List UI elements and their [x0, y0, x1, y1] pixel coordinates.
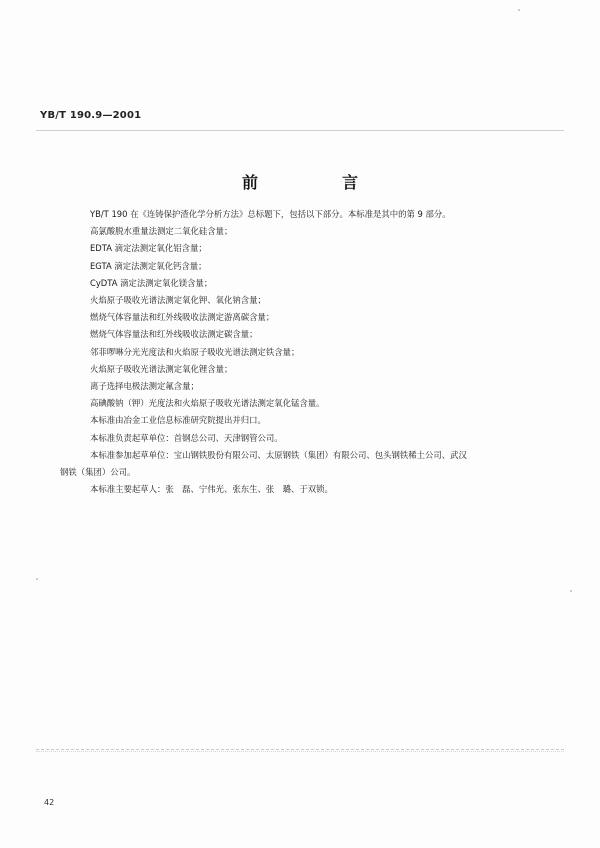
- main-drafters-paragraph: 本标准主要起草人：张 磊、宁伟光、张东生、张 璐、于双锁。: [90, 484, 333, 495]
- list-item: EGTA 滴定法测定氧化钙含量；: [90, 260, 207, 271]
- list-item: 燃烧气体容量法和红外线吸收法测定碳含量；: [90, 329, 258, 340]
- drafting-unit-paragraph: 本标准负责起草单位：首钢总公司、天津钢管公司。: [90, 432, 283, 443]
- standard-code: YB/T 190.9—2001: [40, 110, 142, 121]
- page-number: 42: [44, 798, 55, 807]
- list-item: 高氯酸脱水重量法测定二氧化硅含量；: [90, 226, 233, 237]
- scan-artifact-line: [36, 749, 564, 750]
- scan-artifact-line: [36, 751, 564, 752]
- scan-speck: [518, 9, 520, 11]
- list-item: CyDTA 滴定法测定氧化镁含量；: [90, 277, 213, 288]
- scan-speck: [570, 590, 572, 592]
- list-item: 离子选择电极法测定氟含量；: [90, 381, 199, 392]
- list-item: 高碘酸钠（钾）光度法和火焰原子吸收光谱法测定氧化锰含量。: [90, 398, 325, 409]
- participating-units-line-1: 本标准参加起草单位：宝山钢铁股份有限公司、太原钢铁（集团）有限公司、包头钢铁稀土公司、武汉: [90, 449, 467, 460]
- participating-units-line-2: 钢铁（集团）公司。: [60, 467, 136, 478]
- page-title: 前 言: [241, 173, 392, 192]
- list-item: EDTA 滴定法测定氧化铝含量；: [90, 243, 207, 254]
- foreword-body: [60, 206, 535, 498]
- list-item: 火焰原子吸收光谱法测定氧化锂含量；: [90, 363, 233, 374]
- proposed-by-paragraph: 本标准由冶金工业信息标准研究院提出并归口。: [90, 415, 266, 426]
- list-item: 燃烧气体容量法和红外线吸收法测定游离碳含量；: [90, 312, 275, 323]
- scan-speck: [36, 578, 38, 580]
- header-rule: [36, 130, 564, 131]
- intro-paragraph: YB/T 190 在《连铸保护渣化学分析方法》总标题下，包括以下部分。本标准是其中的第 9 部分。: [90, 209, 451, 219]
- list-item: 邻菲啰啉分光光度法和火焰原子吸收光谱法测定铁含量；: [90, 346, 300, 357]
- list-item: 火焰原子吸收光谱法测定氧化钾、氧化钠含量；: [90, 295, 266, 306]
